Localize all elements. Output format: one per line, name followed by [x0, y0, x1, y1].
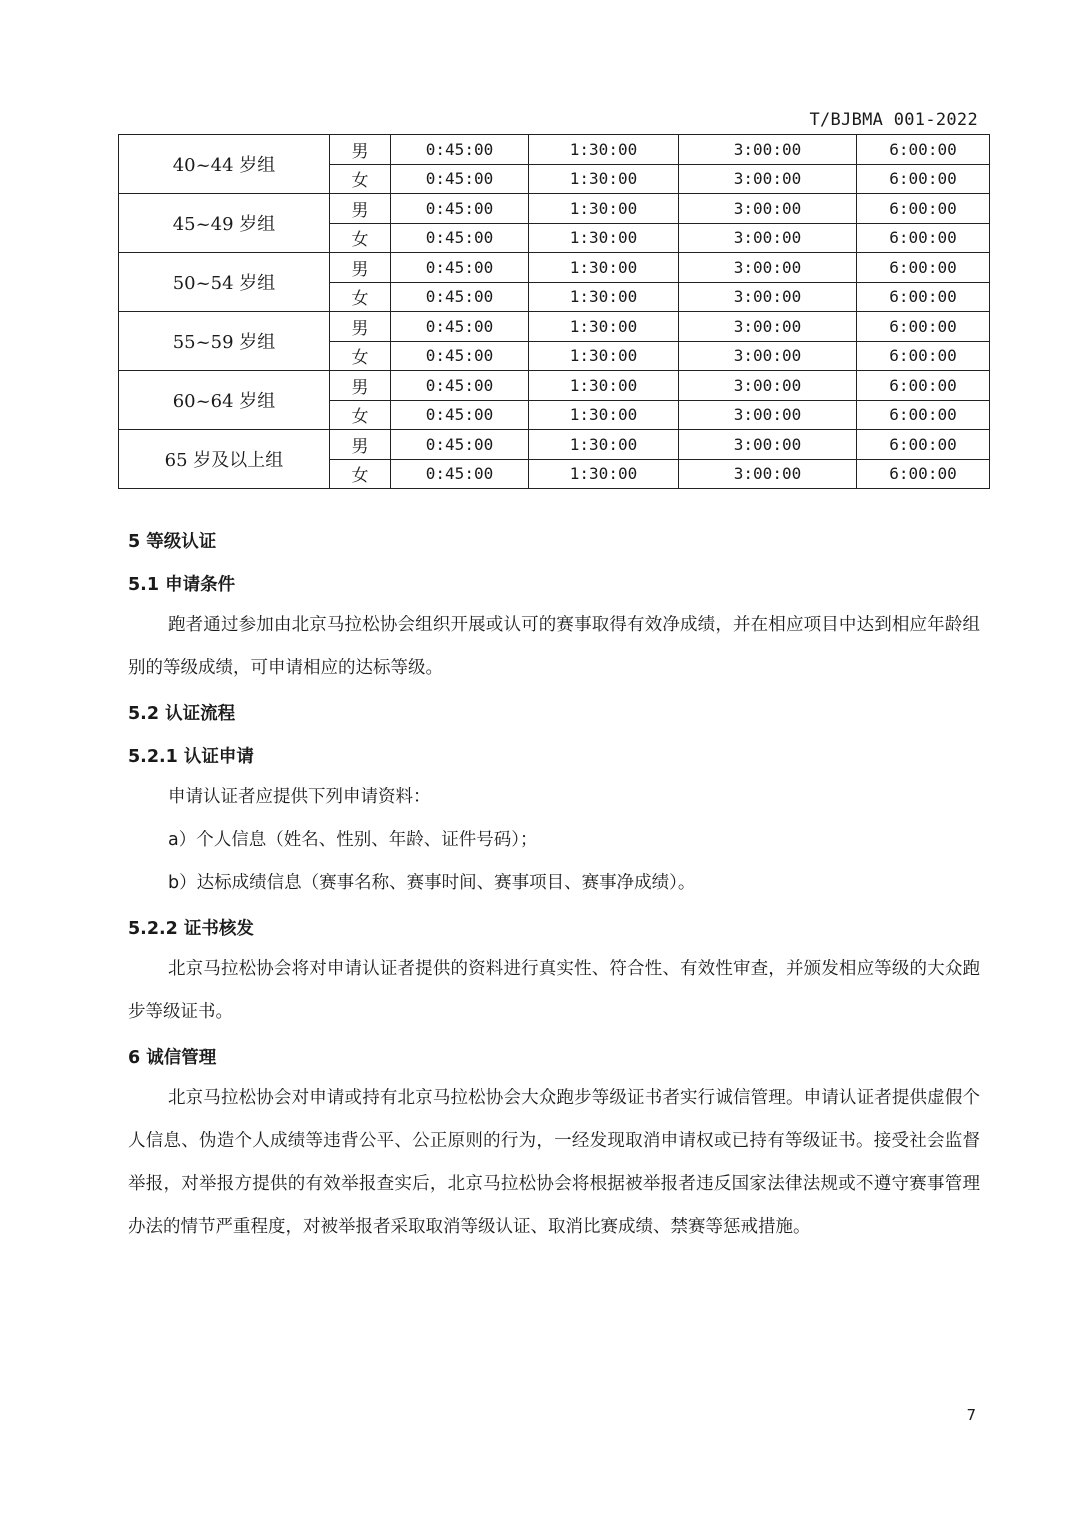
section-5-1-title: 5.1 申请条件 — [128, 575, 236, 595]
section-5-2-1-intro: 申请认证者应提供下列申请资料： — [168, 787, 431, 807]
table-row — [119, 430, 990, 460]
time-cell: 6:00:00 — [857, 253, 990, 283]
section-6-paragraph: 北京马拉松协会对申请或持有北京马拉松协会大众跑步等级证书者实行诚信管理。申请认证者提供虚假个人信息、伪造个人成绩等违背公平、公正原则的行为，一经发现取消申请权或已持有等级证书。接受社会监督举报，对举报方提供的有效举报查实后，北京马拉松协会将根据被举报者违反国家法律法规或不遵守赛事管理办法的情节严重程度，对被举报者采取取消等级认证、取消比赛成绩、禁赛等惩戒措施。 — [128, 1088, 980, 1237]
gender-cell: 男 — [330, 430, 391, 460]
age-group-cell: 45~49 岁组 — [119, 194, 330, 253]
time-cell: 1:30:00 — [529, 400, 679, 430]
time-cell: 1:30:00 — [529, 341, 679, 371]
time-cell: 3:00:00 — [679, 282, 857, 312]
time-cell: 0:45:00 — [391, 459, 529, 489]
time-cell: 6:00:00 — [857, 135, 990, 165]
time-cell: 0:45:00 — [391, 341, 529, 371]
gender-cell: 女 — [330, 282, 391, 312]
time-cell: 6:00:00 — [857, 282, 990, 312]
section-5-2-1-title: 5.2.1 认证申请 — [128, 747, 254, 767]
gender-cell: 男 — [330, 371, 391, 401]
time-cell: 1:30:00 — [529, 282, 679, 312]
gender-cell: 女 — [330, 400, 391, 430]
gender-cell: 女 — [330, 459, 391, 489]
list-item-a: a）个人信息（姓名、性别、年龄、证件号码）； — [168, 830, 538, 850]
age-group-cell: 65 岁及以上组 — [119, 430, 330, 489]
time-cell: 3:00:00 — [679, 400, 857, 430]
gender-cell: 男 — [330, 194, 391, 224]
time-cell: 0:45:00 — [391, 312, 529, 342]
gender-cell: 女 — [330, 223, 391, 253]
time-cell: 0:45:00 — [391, 430, 529, 460]
time-cell: 6:00:00 — [857, 341, 990, 371]
time-cell: 1:30:00 — [529, 371, 679, 401]
time-cell: 6:00:00 — [857, 400, 990, 430]
section-5-title: 5 等级认证 — [128, 532, 217, 552]
time-cell: 3:00:00 — [679, 223, 857, 253]
gender-cell: 女 — [330, 164, 391, 194]
table-row — [119, 135, 990, 165]
time-cell: 3:00:00 — [679, 341, 857, 371]
time-cell: 6:00:00 — [857, 164, 990, 194]
age-group-cell: 55~59 岁组 — [119, 312, 330, 371]
page-number: 7 — [966, 1406, 976, 1424]
gender-cell: 女 — [330, 341, 391, 371]
time-cell: 0:45:00 — [391, 194, 529, 224]
list-item-b: b）达标成绩信息（赛事名称、赛事时间、赛事项目、赛事净成绩）。 — [168, 873, 696, 893]
time-cell: 1:30:00 — [529, 135, 679, 165]
section-5-2-2-title: 5.2.2 证书核发 — [128, 919, 254, 939]
time-cell: 3:00:00 — [679, 371, 857, 401]
time-cell: 0:45:00 — [391, 371, 529, 401]
time-cell: 6:00:00 — [857, 194, 990, 224]
time-cell: 0:45:00 — [391, 164, 529, 194]
table-row — [119, 194, 990, 224]
time-cell: 6:00:00 — [857, 371, 990, 401]
time-cell: 1:30:00 — [529, 253, 679, 283]
grade-table-body — [119, 135, 990, 489]
gender-cell: 男 — [330, 253, 391, 283]
standard-code: T/BJBMA 001-2022 — [809, 110, 978, 130]
time-cell: 0:45:00 — [391, 253, 529, 283]
time-cell: 0:45:00 — [391, 400, 529, 430]
gender-cell: 男 — [330, 312, 391, 342]
time-cell: 6:00:00 — [857, 312, 990, 342]
time-cell: 6:00:00 — [857, 430, 990, 460]
time-cell: 3:00:00 — [679, 164, 857, 194]
time-cell: 3:00:00 — [679, 253, 857, 283]
age-group-cell: 60~64 岁组 — [119, 371, 330, 430]
table-row — [119, 371, 990, 401]
time-cell: 3:00:00 — [679, 312, 857, 342]
time-cell: 3:00:00 — [679, 430, 857, 460]
table-row — [119, 312, 990, 342]
time-cell: 1:30:00 — [529, 459, 679, 489]
age-group-cell: 50~54 岁组 — [119, 253, 330, 312]
time-cell: 3:00:00 — [679, 135, 857, 165]
time-cell: 1:30:00 — [529, 164, 679, 194]
time-cell: 6:00:00 — [857, 459, 990, 489]
gender-cell: 男 — [330, 135, 391, 165]
time-cell: 0:45:00 — [391, 282, 529, 312]
time-cell: 1:30:00 — [529, 312, 679, 342]
time-cell: 6:00:00 — [857, 223, 990, 253]
table-row — [119, 253, 990, 283]
section-6-title: 6 诚信管理 — [128, 1048, 217, 1068]
time-cell: 1:30:00 — [529, 430, 679, 460]
section-5-2-2-paragraph: 北京马拉松协会将对申请认证者提供的资料进行真实性、符合性、有效性审查，并颁发相应等级的大众跑步等级证书。 — [128, 959, 980, 1022]
time-cell: 3:00:00 — [679, 459, 857, 489]
section-5-2-title: 5.2 认证流程 — [128, 704, 236, 724]
time-cell: 0:45:00 — [391, 135, 529, 165]
grade-table — [118, 134, 990, 489]
time-cell: 1:30:00 — [529, 223, 679, 253]
time-cell: 0:45:00 — [391, 223, 529, 253]
age-group-cell: 40~44 岁组 — [119, 135, 330, 194]
time-cell: 1:30:00 — [529, 194, 679, 224]
section-5-1-paragraph: 跑者通过参加由北京马拉松协会组织开展或认可的赛事取得有效净成绩，并在相应项目中达到相应年龄组别的等级成绩，可申请相应的达标等级。 — [128, 615, 980, 678]
time-cell: 3:00:00 — [679, 194, 857, 224]
